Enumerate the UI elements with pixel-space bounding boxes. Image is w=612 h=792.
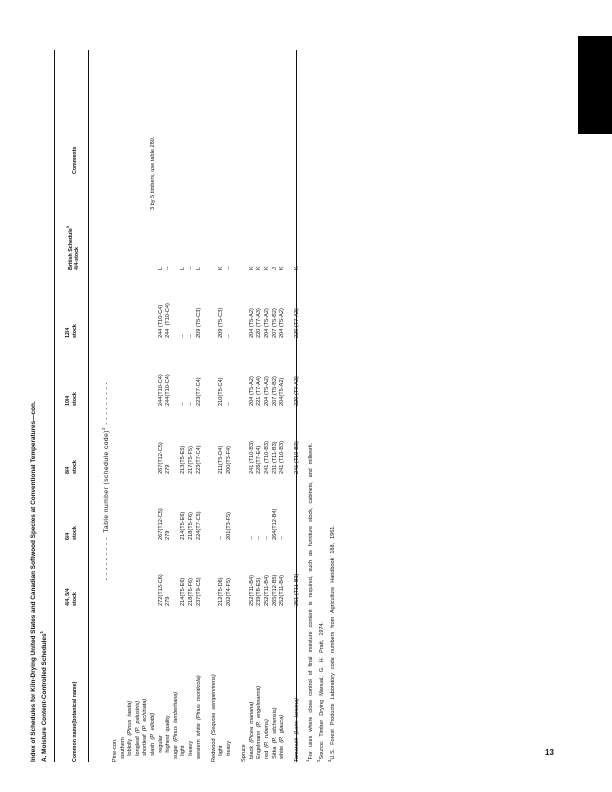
schedule-cell-c1: 252(T11-B4) xyxy=(279,575,286,606)
schedule-cell-c4: 244(T10-C4) xyxy=(157,374,164,406)
schedule-cell-c4: 204 (T5-A2) xyxy=(248,376,255,406)
schedule-cell-c3: 213(T5-E5) xyxy=(180,445,187,474)
rotated-table-page xyxy=(30,42,602,762)
schedule-cell-c6: K xyxy=(279,266,286,270)
schedule-cell-c5: 204 (T5-A2) xyxy=(248,308,255,338)
schedule-cell-c4: 220 (T7-A3) xyxy=(294,376,301,406)
species-name-cell: light xyxy=(180,745,187,762)
species-name-cell: Redwood (Sequoia sempervirens) xyxy=(210,674,217,762)
header-col4: 10/4 stock xyxy=(65,392,78,406)
schedule-cell-c3: 267(T12-C5) xyxy=(157,442,164,474)
schedule-cell-c2: -- xyxy=(264,536,270,540)
schedule-cell-c4: 221 (T7-A4) xyxy=(256,376,263,406)
schedule-cell-c1: 265(T12-B5) xyxy=(271,574,278,606)
footnote-3: $^3$U.S. Forest Products Laboratory code numbers from Agriculture Handbook 188, 1961. xyxy=(327,525,336,762)
schedule-cell-c3: 241 (T10-B3) xyxy=(264,441,270,474)
schedule-cell-c6: -- xyxy=(226,266,232,270)
schedule-cell-c1: 214(T5-E6) xyxy=(180,577,187,606)
schedule-cell-c3: 211(T5-D4) xyxy=(218,445,225,474)
schedule-cell-c3: 279 xyxy=(165,464,172,474)
title-footnote-mark: 1 xyxy=(39,631,44,634)
schedule-cell-c4: -- xyxy=(226,402,232,406)
species-name-cell: Spruce xyxy=(241,744,248,762)
schedule-cell-c3: 223(T7-C4) xyxy=(195,445,202,474)
schedule-cell-c4: -- xyxy=(188,402,194,406)
schedule-cell-c3: 241 (T10-B3) xyxy=(248,441,255,474)
schedule-cell-c5: -- xyxy=(180,334,187,338)
header-col1: 4/4, 5/4 stock xyxy=(65,588,78,606)
schedule-cell-c2: 264(T12-B4) xyxy=(271,508,278,540)
table-top-rule xyxy=(54,50,55,762)
schedule-cell-c5: 244 (T10-C4) xyxy=(165,303,172,338)
schedule-cell-c2: -- xyxy=(256,536,263,540)
schedule-cell-c4: 204 (T5-A2) xyxy=(264,376,270,406)
species-name-cell: red (P. rubens) xyxy=(264,719,270,762)
schedule-cell-c2: 224(T7-C5) xyxy=(195,511,202,540)
schedule-cell-c1: 252(T11-B4) xyxy=(248,575,255,606)
schedule-cell-c3: 231 (T11-B3) xyxy=(271,441,278,474)
schedule-cell-c6: -- xyxy=(188,266,194,270)
schedule-cell-c6: L xyxy=(180,266,187,270)
species-name-cell: Tamarack (Larix laricina) xyxy=(294,697,301,762)
footnote-1: $^1$For uses where close control of final moisture content is required, such as furniture stock, cabinets, and millwork. xyxy=(305,442,314,762)
header-comments: Comments xyxy=(72,146,78,174)
table-title xyxy=(30,42,49,762)
schedule-cell-c2: 279 xyxy=(165,530,172,540)
schedule-cell-c6: K xyxy=(256,266,263,270)
schedule-cell-c5: 220 (T7-A3) xyxy=(294,308,301,338)
header-col6: British Schedule$^3$ 4/4-stock xyxy=(65,225,81,270)
species-name-cell: regular xyxy=(157,735,164,762)
species-name-cell: western white (Pinus monticola) xyxy=(195,675,202,762)
schedule-cell-c6: K xyxy=(264,266,270,270)
schedule-cell-c2: -- xyxy=(248,536,255,540)
title-line-1: Index of Schedules for Kiln-Drying United States and Canadian Softwood Species at Conventional Temperatures—con. xyxy=(30,401,37,762)
schedule-cell-c2: 214(T5-E6) xyxy=(180,511,187,540)
schedule-cell-c3: 217(T5-F5) xyxy=(188,446,194,474)
table-bottom-rule xyxy=(296,50,297,762)
schedule-cell-c2: -- xyxy=(279,536,286,540)
species-name-cell: sugar (Pinus lambertiana) xyxy=(172,691,179,762)
species-name-cell: white (P. glauca) xyxy=(279,714,286,762)
species-name-cell: Pine-con. xyxy=(112,738,118,762)
species-name-cell: longleaf (P. palustris) xyxy=(134,700,141,762)
footnote-2: $^2$Source: Timber Drying Manual, G. H. Pratt, 1974. xyxy=(316,621,325,762)
species-name-cell: heavy xyxy=(188,740,194,762)
schedule-cell-c1: 279 xyxy=(165,596,172,606)
species-name-cell: shortleaf (P. echinata) xyxy=(142,698,149,762)
species-name-cell: highest quality xyxy=(165,715,172,762)
header-col3: 8/4 stock xyxy=(65,460,78,474)
schedule-cell-c6: J xyxy=(271,267,278,270)
species-name-cell: Sitka (P. sitchensis) xyxy=(271,707,278,762)
schedule-cell-c2: -- xyxy=(218,536,225,540)
schedule-cell-c5: 204 (T5-A2) xyxy=(264,308,270,338)
schedule-cell-c5: 204 (T5-A2) xyxy=(279,308,286,338)
schedule-cell-c3: 226(T7-E4) xyxy=(256,445,263,474)
schedule-cell-c2: -- xyxy=(294,536,301,540)
schedule-cell-c1: 212(T5-D6) xyxy=(218,577,225,606)
schedule-cell-c4: 204(T5-A2) xyxy=(279,377,286,406)
schedule-cell-c5: 244 (T10-C4) xyxy=(157,304,164,338)
schedule-cell-c1: 218(T5-F6) xyxy=(188,578,194,606)
schedule-cell-c5: 209 (T5-C3) xyxy=(195,307,202,338)
header-common-name: Common name(botanical name) xyxy=(72,681,78,762)
header-col2: 6/4 stock xyxy=(65,526,78,540)
schedule-cell-c1: 252(T11-B4) xyxy=(264,575,270,606)
species-name-cell: black (Picea mariana) xyxy=(248,701,255,762)
schedule-cell-c4: 223(T7-C4) xyxy=(195,377,202,406)
schedule-cell-c4: 207 (T5-B2) xyxy=(271,376,278,406)
schedule-cell-c2: 201(T3-F5) xyxy=(226,512,232,540)
schedule-cell-c6: K xyxy=(294,266,301,270)
schedule-cell-c4: 244(T10-C4) xyxy=(165,374,172,406)
species-name-cell: heavy xyxy=(226,740,232,762)
page-number: 13 xyxy=(545,748,554,757)
schedule-cell-c6: K xyxy=(248,266,255,270)
schedule-cell-c1: 202(T4-F5) xyxy=(226,578,232,606)
schedule-cell-c5: -- xyxy=(226,334,232,338)
schedule-cell-c6: K xyxy=(218,266,225,270)
header-bottom-rule xyxy=(88,50,89,762)
schedule-cell-c1: 239(T8-E5) xyxy=(256,577,263,606)
title-line-2: A. Moisture Content-Controlled Schedules xyxy=(41,633,49,762)
schedule-cell-c3: 241 (T10-B3) xyxy=(279,441,286,474)
species-name-cell: light xyxy=(218,745,225,762)
schedule-cell-c7: 3 by 5 timbers, use table 280. xyxy=(150,136,156,210)
schedule-cell-c1: 272(T13-C6) xyxy=(157,574,164,606)
schedule-cell-c5: 209 (T5-C3) xyxy=(218,307,225,338)
schedule-cell-c1: 237(T9-C5) xyxy=(195,577,202,606)
schedule-cell-c1: 251 (T11-B3) xyxy=(294,573,301,606)
schedule-cell-c2: 267(T12-C5) xyxy=(157,508,164,540)
schedule-cell-c6: -- xyxy=(165,266,172,270)
header-col5: 12/4 stock xyxy=(65,324,78,338)
table-number-banner: - - - - - - - - - Table number (schedule code)$^2$ - - - - - - - - - xyxy=(101,381,111,581)
schedule-cell-c4: 210(T5-C4) xyxy=(218,377,225,406)
schedule-cell-c2: 218(T5-F6) xyxy=(188,512,194,540)
schedule-cell-c3: 200(T3-F4) xyxy=(226,446,232,474)
schedule-cell-c5: 220 (T7-A3) xyxy=(256,308,263,338)
schedule-cell-c5: -- xyxy=(188,334,194,338)
species-name-cell: Engelmann (P. engelmannii) xyxy=(256,685,263,762)
schedule-cell-c5: 207 (T5-B2) xyxy=(271,308,278,338)
species-name-cell: southern xyxy=(119,737,126,762)
species-name-cell: loblolly (Pinus taeda) xyxy=(127,700,134,762)
schedule-cell-c6: L xyxy=(195,266,202,270)
schedule-cell-c4: -- xyxy=(180,402,187,406)
schedule-cell-c3: 241 (T10-B3) xyxy=(294,441,301,474)
species-name-cell: slash (P. elliottii) xyxy=(150,712,156,762)
schedule-cell-c6: L xyxy=(157,266,164,270)
